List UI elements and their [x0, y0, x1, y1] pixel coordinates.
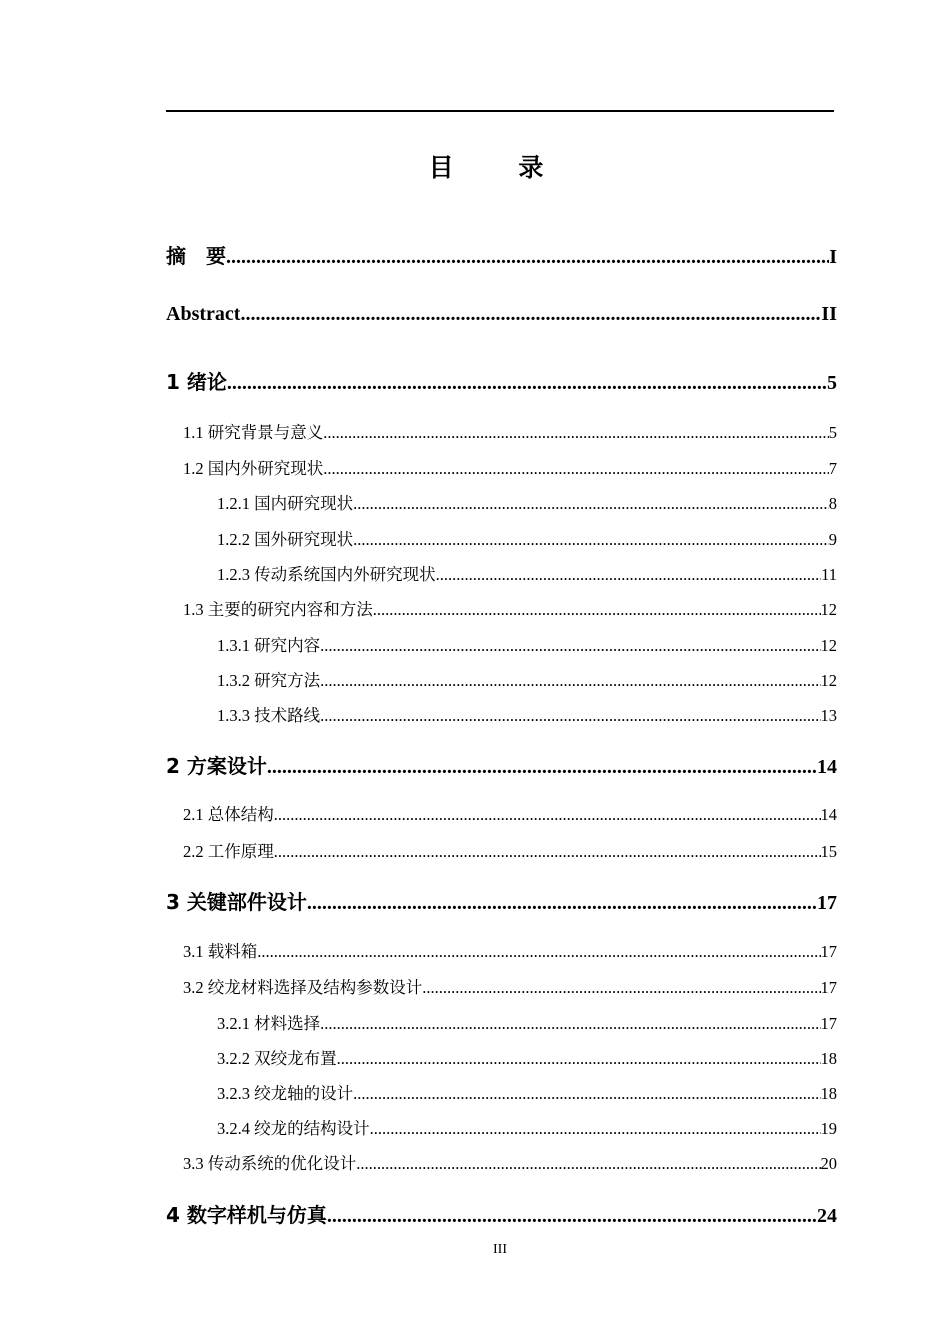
toc-entry-label: 3 关键部件设计	[166, 890, 307, 914]
toc-entry-page: 17	[817, 892, 837, 914]
page-number: III	[493, 1242, 507, 1257]
toc-entry-page: 7	[828, 459, 837, 478]
toc-entry-label: 3.2.3 绞龙轴的设计	[217, 1084, 354, 1103]
toc-entry-label: 3.2 绞龙材料选择及结构参数设计	[183, 978, 423, 997]
toc-entry-1-3-3[interactable]	[217, 702, 837, 726]
toc-entry-page: 14	[820, 805, 837, 824]
leader-dots	[436, 565, 821, 585]
toc-entry-label: Abstract	[166, 303, 241, 325]
leader-dots	[353, 1084, 820, 1104]
leader-dots	[320, 636, 820, 656]
toc-entry-abstract-cn[interactable]	[166, 240, 837, 269]
leader-dots	[320, 706, 820, 726]
toc-entry-page: 9	[828, 530, 837, 549]
toc-entry-1-2-2[interactable]	[217, 526, 837, 550]
toc-entry-1-3[interactable]	[183, 596, 837, 620]
leader-dots	[323, 423, 829, 443]
leader-dots	[327, 1205, 817, 1228]
leader-dots	[356, 1154, 820, 1174]
toc-entry-abstract-en[interactable]	[166, 303, 837, 326]
leader-dots	[227, 372, 827, 395]
toc-entry-1-2-1[interactable]	[217, 490, 837, 514]
toc-entry-page: 14	[817, 756, 837, 778]
toc-entry-label: 3.3 传动系统的优化设计	[183, 1154, 357, 1173]
toc-entry-3-2-2[interactable]	[217, 1045, 837, 1069]
leader-dots	[320, 671, 820, 691]
leader-dots	[274, 842, 821, 862]
toc-entry-page: 12	[820, 636, 837, 655]
toc-entry-3-1[interactable]	[183, 938, 837, 962]
leader-dots	[226, 246, 829, 269]
leader-dots	[353, 494, 829, 514]
toc-entry-label: 1.3.3 技术路线	[217, 706, 321, 725]
leader-dots	[353, 530, 829, 550]
toc-entry-chapter-4[interactable]	[166, 1199, 837, 1228]
toc-entry-page: 12	[820, 600, 837, 619]
leader-dots	[240, 303, 821, 326]
toc-entry-label: 4 数字样机与仿真	[166, 1203, 327, 1227]
toc-entry-page: 5	[827, 372, 837, 394]
toc-entry-3-3[interactable]	[183, 1150, 837, 1174]
toc-entry-page: 17	[820, 978, 837, 997]
toc-entry-chapter-3[interactable]	[166, 886, 837, 915]
toc-entry-1-3-2[interactable]	[217, 667, 837, 691]
toc-entry-label: 3.1 载料箱	[183, 942, 258, 961]
page-title: 目 录	[428, 153, 572, 182]
toc-entry-1-3-1[interactable]	[217, 632, 837, 656]
leader-dots	[422, 978, 820, 998]
toc-entry-label: 摘 要	[166, 244, 226, 268]
toc-entry-page: 20	[820, 1154, 837, 1173]
leader-dots	[267, 756, 817, 779]
toc-entry-label: 1.3 主要的研究内容和方法	[183, 600, 373, 619]
toc-entry-page: I	[829, 246, 837, 268]
toc-entry-1-2[interactable]	[183, 455, 837, 479]
toc-entry-label: 1.3.1 研究内容	[217, 636, 321, 655]
toc-entry-label: 1.2.1 国内研究现状	[217, 494, 354, 513]
toc-entry-label: 3.2.1 材料选择	[217, 1014, 321, 1033]
header-rule	[166, 110, 834, 112]
leader-dots	[323, 459, 829, 479]
toc-entry-2-2[interactable]	[183, 838, 837, 862]
toc-entry-label: 1.2.3 传动系统国内外研究现状	[217, 565, 436, 584]
toc-entry-1-2-3[interactable]	[217, 561, 837, 585]
toc-entry-2-1[interactable]	[183, 801, 837, 825]
toc-entry-3-2-4[interactable]	[217, 1115, 837, 1139]
toc-entry-page: 19	[820, 1119, 837, 1138]
toc-entry-label: 2.1 总体结构	[183, 805, 274, 824]
toc-entry-page: II	[821, 303, 837, 325]
toc-entry-label: 2 方案设计	[166, 754, 267, 778]
toc-entry-1-1[interactable]	[183, 419, 837, 443]
toc-entry-label: 1 绪论	[166, 370, 227, 394]
toc-entry-page: 13	[820, 706, 837, 725]
leader-dots	[370, 1119, 821, 1139]
toc-entry-page: 17	[820, 1014, 837, 1033]
leader-dots	[257, 942, 820, 962]
toc-entry-label: 1.1 研究背景与意义	[183, 423, 324, 442]
toc-entry-page: 18	[820, 1084, 837, 1103]
leader-dots	[274, 805, 821, 825]
toc-entry-label: 1.3.2 研究方法	[217, 671, 321, 690]
toc-entry-3-2-3[interactable]	[217, 1080, 837, 1104]
toc-entry-chapter-2[interactable]	[166, 750, 837, 779]
toc-entry-chapter-1[interactable]	[166, 366, 837, 395]
toc-entry-page: 8	[828, 494, 837, 513]
toc-entry-page: 18	[820, 1049, 837, 1068]
toc-entry-3-2[interactable]	[183, 974, 837, 998]
toc-entry-label: 1.2.2 国外研究现状	[217, 530, 354, 549]
toc-entry-3-2-1[interactable]	[217, 1010, 837, 1034]
toc-entry-label: 3.2.2 双绞龙布置	[217, 1049, 337, 1068]
leader-dots	[337, 1049, 821, 1069]
toc-entry-label: 2.2 工作原理	[183, 842, 274, 861]
toc-entry-page: 11	[821, 565, 837, 584]
toc-entry-page: 5	[828, 423, 837, 442]
leader-dots	[307, 892, 817, 915]
toc-entry-page: 12	[820, 671, 837, 690]
toc-entry-label: 3.2.4 绞龙的结构设计	[217, 1119, 370, 1138]
toc-entry-page: 17	[820, 942, 837, 961]
toc-entry-page: 15	[820, 842, 837, 861]
leader-dots	[373, 600, 821, 620]
toc-entry-label: 1.2 国内外研究现状	[183, 459, 324, 478]
toc-entry-page: 24	[817, 1205, 837, 1227]
leader-dots	[320, 1014, 820, 1034]
